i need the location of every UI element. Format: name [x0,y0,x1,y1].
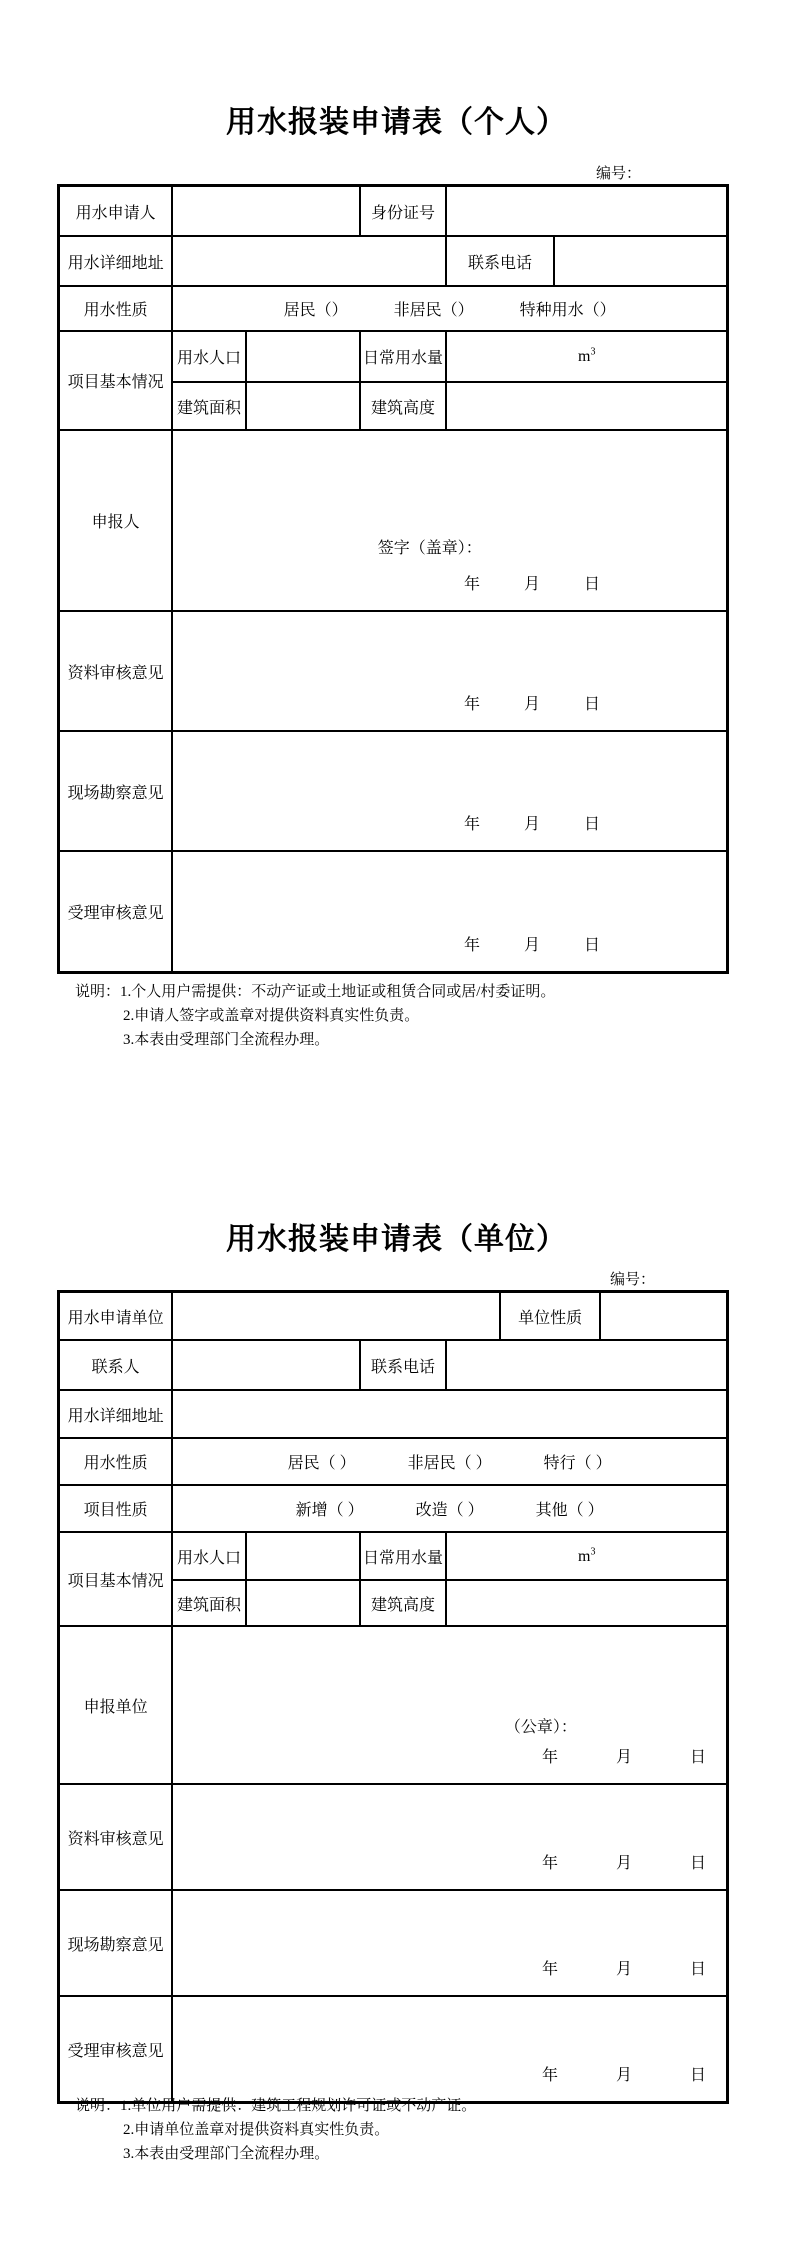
field-building-area[interactable] [246,1580,360,1626]
date-year: 年 [541,2067,558,2084]
field-address[interactable] [172,1390,727,1438]
date-line [542,1744,706,1767]
date-month: 月 [523,816,540,833]
field-population[interactable] [246,331,360,382]
option-renovation[interactable]: 改造（ ） [415,1502,484,1519]
date-day: 日 [689,2067,706,2084]
date-month: 月 [615,1961,632,1978]
daily-usage-label: 日常用水量 [360,1532,447,1580]
daily-usage-label: 日常用水量 [360,331,447,382]
address-label: 用水详细地址 [59,236,173,286]
acceptance-review-label: 受理审核意见 [59,851,173,973]
date-line [464,691,600,714]
date-month: 月 [523,576,540,593]
site-survey-label: 现场勘察意见 [59,731,173,851]
date-year: 年 [541,1961,558,1978]
form2-row-acceptance-review [59,1996,728,2103]
form1-row-basics-1 [59,331,728,382]
form2-row-material-review [59,1784,728,1890]
acceptance-review-label: 受理审核意见 [59,1996,173,2103]
form2-serial-label: 编号： [609,1272,655,1288]
note-line: 2.申请人签字或盖章对提供资料真实性负责。 [123,1008,420,1024]
water-nature-label: 用水性质 [59,286,173,331]
form1-row-material-review [59,611,728,731]
field-acceptance-review[interactable] [172,1996,727,2103]
field-building-height[interactable] [446,382,727,430]
form2-row-applicant [59,1292,728,1341]
field-declarant-signature[interactable] [172,430,727,611]
field-contact-phone[interactable] [446,1340,727,1390]
field-id-number[interactable] [446,186,727,237]
unit-m3: $m^3$ [578,1546,596,1565]
field-building-area[interactable] [246,382,360,430]
note-line: 说明：1.单位用户需提供：建筑工程规划许可证或不动产证。 [75,2098,477,2114]
signature-seal-label: 签字（盖章）： [377,540,482,557]
form2-row-contact [59,1340,728,1390]
note-line: 2.申请单位盖章对提供资料真实性负责。 [123,2122,390,2138]
date-year: 年 [541,1749,558,1766]
form2-row-declarant [59,1626,728,1784]
id-number-label: 身份证号 [360,186,447,237]
building-area-label: 建筑面积 [172,382,246,430]
option-new[interactable]: 新增（ ） [295,1502,364,1519]
form1-row-site-survey [59,731,728,851]
form1-title: 用水报装申请表（个人） [226,106,567,139]
date-day: 日 [689,1855,706,1872]
form1-row-water-nature [59,286,728,331]
field-material-review[interactable] [172,611,727,731]
note-line: 说明：1.个人用户需提供：不动产证或土地证或租赁合同或居/村委证明。 [75,984,556,1000]
water-nature-options-cell [172,286,727,331]
building-area-label: 建筑面积 [172,1580,246,1626]
option-special-water[interactable]: 特种用水（） [519,302,616,319]
project-nature-options-cell [172,1485,727,1532]
applicant-label: 用水申请人 [59,186,173,237]
form1-notes [75,980,555,1052]
date-line [464,811,600,834]
material-review-label: 资料审核意见 [59,1784,173,1890]
date-line [464,571,600,594]
field-address[interactable] [172,236,446,286]
date-year: 年 [463,696,480,713]
form2-row-site-survey [59,1890,728,1996]
note-line: 3.本表由受理部门全流程办理。 [123,2146,330,2162]
date-month: 月 [615,1855,632,1872]
option-resident[interactable]: 居民（） [283,302,348,319]
field-material-review[interactable] [172,1784,727,1890]
field-unit-type[interactable] [600,1292,727,1341]
contact-phone-label: 联系电话 [360,1340,447,1390]
field-site-survey[interactable] [172,731,727,851]
form1-serial-label: 编号： [595,166,641,182]
option-resident[interactable]: 居民（ ） [287,1455,356,1472]
form2-row-water-nature [59,1438,728,1485]
contact-person-label: 联系人 [59,1340,173,1390]
field-phone[interactable] [554,236,728,286]
date-year: 年 [463,937,480,954]
project-nature-label: 项目性质 [59,1485,173,1532]
form1-row-address [59,236,728,286]
date-line [542,2062,706,2085]
note-line: 3.本表由受理部门全流程办理。 [123,1032,330,1048]
field-acceptance-review[interactable] [172,851,727,973]
field-building-height[interactable] [446,1580,727,1626]
date-year: 年 [463,816,480,833]
date-month: 月 [523,696,540,713]
field-population[interactable] [246,1532,360,1580]
date-day: 日 [689,1749,706,1766]
official-seal-label: （公章）： [504,1719,577,1736]
option-non-resident[interactable]: 非居民（ ） [407,1455,492,1472]
building-height-label: 建筑高度 [360,382,447,430]
date-day: 日 [689,1961,706,1978]
date-month: 月 [615,1749,632,1766]
field-applicant-name[interactable] [172,186,359,237]
basics-label: 项目基本情况 [59,1532,173,1626]
field-daily-usage[interactable] [446,1532,727,1580]
address-label: 用水详细地址 [59,1390,173,1438]
date-month: 月 [615,2067,632,2084]
field-applicant-unit[interactable] [172,1292,500,1341]
form2-title: 用水报装申请表（单位） [226,1223,567,1256]
form1-row-acceptance-review [59,851,728,973]
declarant-unit-label: 申报单位 [59,1626,173,1784]
form1-table [57,184,729,974]
population-label: 用水人口 [172,1532,246,1580]
form1-row-applicant [59,186,728,237]
basics-label: 项目基本情况 [59,331,173,430]
field-contact-person[interactable] [172,1340,359,1390]
field-daily-usage[interactable] [446,331,727,382]
date-day: 日 [583,816,600,833]
date-line [542,1850,706,1873]
material-review-label: 资料审核意见 [59,611,173,731]
building-height-label: 建筑高度 [360,1580,447,1626]
option-special-trade[interactable]: 特行（ ） [543,1455,612,1472]
option-non-resident[interactable]: 非居民（） [393,302,474,319]
date-line [542,1956,706,1979]
date-day: 日 [583,696,600,713]
form2-row-project-nature [59,1485,728,1532]
phone-label: 联系电话 [446,236,553,286]
form2-notes [75,2094,476,2166]
unit-type-label: 单位性质 [500,1292,600,1341]
applicant-unit-label: 用水申请单位 [59,1292,173,1341]
date-year: 年 [463,576,480,593]
form2-row-basics-1 [59,1532,728,1580]
field-site-survey[interactable] [172,1890,727,1996]
water-nature-options-cell [172,1438,727,1485]
date-month: 月 [523,937,540,954]
option-other[interactable]: 其他（ ） [535,1502,604,1519]
form2-row-address [59,1390,728,1438]
field-declarant-seal[interactable] [172,1626,727,1784]
date-line [464,932,600,955]
site-survey-label: 现场勘察意见 [59,1890,173,1996]
water-nature-label: 用水性质 [59,1438,173,1485]
unit-m3: $m^3$ [578,346,596,366]
date-day: 日 [583,937,600,954]
population-label: 用水人口 [172,331,246,382]
declarant-label: 申报人 [59,430,173,611]
date-day: 日 [583,576,600,593]
form1-row-declarant [59,430,728,611]
form2-table [57,1290,729,2104]
date-year: 年 [541,1855,558,1872]
